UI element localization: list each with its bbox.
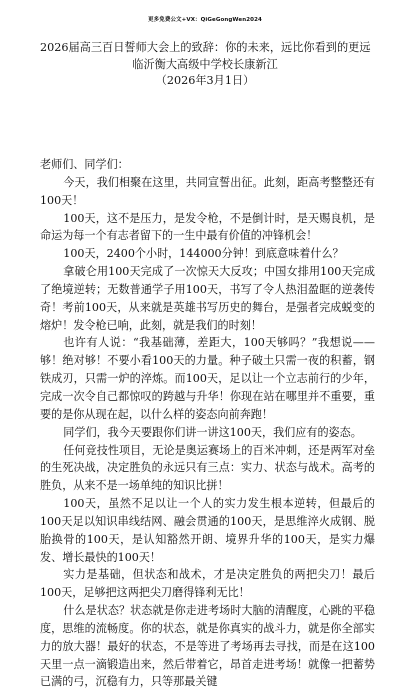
paragraph: 什么是状态？状态就是你走进考场时大脑的清醒度，心跳的平稳度，思维的流畅度。你的状态，就是你真实的战斗力，就是你全部实力的放大器！最好的状态，不是等进了考场再去寻找，而是在这100天里一点一滴锻造出来，然后带着它，昂首走进考场！就像一把蓄势已满的弓，沉稳有力，只等那最关键 [40,604,375,689]
paragraph: 也许有人说：“我基础薄，差距大，100天够吗？”我想说——够！绝对够！不要小看100天的力量。种子破土只需一夜的积蓄，钢铁成刃，只需一炉的淬炼。而100天，足以让一个立志前行的少年，完成一次令自己都惊叹的跨越与升华！你现在站在哪里并不重要，重要的是你从现在起，以什么样的姿态向前奔跑！ [40,336,375,421]
salutation: 老师们、同学们： [40,158,129,171]
header-note: 更多免费公文+VX：QiGeGongWen2024 [148,17,262,23]
paragraph: 同学们，我今天要跟你们讲一讲这100天，我们应有的姿态。 [63,425,362,439]
paragraph: 今天，我们相聚在这里，共同宣誓出征。此刻，距高考整整还有100天！ [40,175,375,207]
paragraph: 拿破仑用100天完成了一次惊天大反攻；中国女排用100天完成了绝境逆转；无数普通学子用100天，书写了令人热泪盈眶的逆袭传奇！考前100天，从来就是英雄书写历史的舞台，是强者完成蜕变的熔炉！发令枪已响，此刻，就是我们的时刻！ [40,265,375,332]
paragraph: 100天，这不是压力，是发令枪，不是倒计时，是天赐良机，是命运为每一个有志者留下的一生中最有价值的冲锋机会！ [40,211,375,243]
paragraph: 实力是基础，但状态和战术，才是决定胜负的两把尖刀！最后100天，足够把这两把尖刀磨得锋利无比！ [40,568,375,600]
document-title [40,40,370,90]
paragraph: 100天，虽然不足以让一个人的实力发生根本逆转，但最后的100天足以知识串线结网、融会贯通的100天，是思维淬火成钢、脱胎换骨的100天，是认知豁然开朗、境界升华的100天，是实力爆发、增长最快的100天！ [40,497,375,564]
paragraph: 任何竞技性项目，无论是奥运赛场上的百米冲刺，还是两军对垒的生死决战，决定胜负的永远只有三点：实力、状态与战术。高考的胜负，从来不是一场单纯的知识比拼！ [40,443,375,493]
document-body [40,156,375,691]
title-date: （2026年3月1日） [155,74,255,87]
paragraph: 100天，2400个小时，144000分钟！到底意味着什么？ [63,247,344,261]
title-author: 临沂衡大高级中学校长康新江 [132,57,278,71]
title-line-1: 2026届高三百日誓师大会上的致辞：你的未来，远比你看到的更远 [40,41,371,54]
